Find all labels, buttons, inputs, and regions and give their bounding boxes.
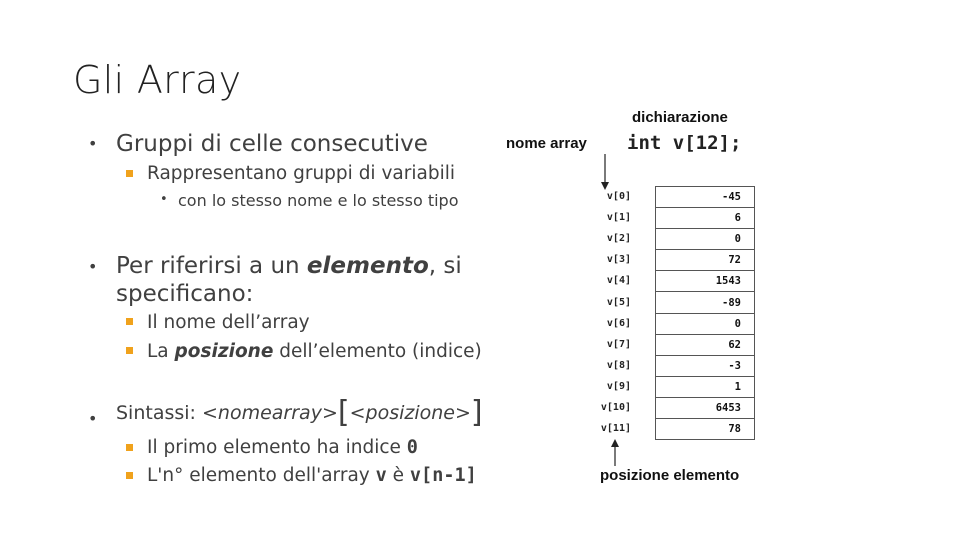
bullet-represent: Rappresentano gruppi di variabili bbox=[147, 163, 455, 184]
array-cell-value: 78 bbox=[656, 419, 755, 440]
syntax-right-bracket: ] bbox=[470, 395, 483, 430]
nth-code-vn1: v[n-1] bbox=[409, 465, 477, 486]
first-index-text: Il primo elemento ha indice bbox=[147, 437, 407, 458]
bullet-position-post: dell’elemento (indice) bbox=[273, 341, 482, 362]
syntax-left-bracket: [ bbox=[337, 395, 350, 430]
array-cell-value: 1 bbox=[656, 376, 755, 397]
array-index-label: v[10] bbox=[600, 402, 631, 413]
bullet-dot: • bbox=[88, 409, 98, 428]
array-row bbox=[656, 419, 755, 440]
array-cell-value: -89 bbox=[656, 292, 755, 313]
bullet-square bbox=[126, 444, 133, 451]
array-cell-value: 1543 bbox=[656, 271, 755, 292]
array-index-label: v[8] bbox=[606, 359, 631, 371]
bullet-dot-small: • bbox=[160, 192, 168, 207]
bullet-refer-pre: Per riferirsi a un bbox=[116, 253, 307, 279]
array-row bbox=[656, 208, 755, 229]
array-index-label: v[3] bbox=[606, 254, 631, 266]
bullet-refer-emph: elemento bbox=[306, 253, 429, 279]
array-row bbox=[656, 397, 755, 418]
bullet-refer-line2: specificano: bbox=[116, 281, 254, 307]
array-cell-value: 72 bbox=[656, 250, 755, 271]
declaration-label: dichiarazione bbox=[632, 109, 728, 126]
bullet-first-index bbox=[147, 436, 418, 460]
nth-code-v: v bbox=[375, 465, 387, 486]
bullet-dot: • bbox=[88, 134, 98, 153]
syntax-label: Sintassi: bbox=[116, 402, 202, 424]
bullet-nth-element bbox=[147, 464, 477, 488]
syntax-posizione: posizione bbox=[365, 402, 455, 424]
bullet-position-pre: La bbox=[147, 341, 175, 362]
down-arrow-icon bbox=[598, 152, 612, 192]
bullet-syntax bbox=[116, 395, 483, 430]
position-label: posizione elemento bbox=[600, 467, 740, 484]
up-arrow-icon bbox=[608, 438, 622, 468]
array-cell-value: 0 bbox=[656, 229, 755, 250]
bullet-square bbox=[126, 472, 133, 479]
syntax-nomearray: nomearray bbox=[217, 402, 322, 424]
array-cell-value: -3 bbox=[656, 355, 755, 376]
syntax-gt1: > bbox=[321, 402, 338, 424]
array-row bbox=[656, 376, 755, 397]
array-cell-value: 0 bbox=[656, 313, 755, 334]
array-index-label: v[4] bbox=[606, 275, 631, 287]
syntax-lt2: < bbox=[349, 402, 366, 424]
syntax-gt2: > bbox=[455, 402, 471, 424]
syntax-lt1: < bbox=[202, 402, 218, 424]
bullet-array-name: Il nome dell’array bbox=[147, 312, 310, 333]
array-index-label: v[11] bbox=[600, 423, 631, 435]
array-index-label: v[0] bbox=[606, 191, 631, 202]
bullet-element-position bbox=[147, 340, 482, 364]
array-row bbox=[656, 334, 755, 355]
array-row bbox=[656, 187, 755, 208]
bullet-refer-element bbox=[116, 252, 462, 308]
array-cell-value: 62 bbox=[656, 334, 755, 355]
array-cell-value: 6453 bbox=[656, 397, 755, 418]
bullet-dot: • bbox=[88, 257, 98, 276]
bullet-position-emph: posizione bbox=[174, 341, 274, 362]
array-table bbox=[655, 186, 755, 440]
array-cell-value: 6 bbox=[656, 208, 755, 229]
array-row bbox=[656, 292, 755, 313]
array-index-label: v[6] bbox=[606, 317, 631, 329]
array-cell-value: -45 bbox=[656, 187, 755, 208]
array-index-label: v[7] bbox=[606, 338, 631, 350]
bullet-square bbox=[126, 170, 133, 177]
array-index-label: v[2] bbox=[606, 233, 631, 245]
nth-text: L'n° elemento dell'array bbox=[147, 465, 376, 486]
array-row bbox=[656, 250, 755, 271]
array-row bbox=[656, 271, 755, 292]
array-index-label: v[9] bbox=[606, 380, 631, 392]
slide-title: Gli Array bbox=[73, 58, 242, 102]
array-index-label: v[1] bbox=[606, 212, 631, 224]
first-index-code: 0 bbox=[406, 437, 418, 458]
array-index-label: v[5] bbox=[606, 296, 631, 308]
nth-mid: è bbox=[386, 465, 410, 486]
bullet-square bbox=[126, 318, 133, 325]
declaration-code: int v[12]; bbox=[627, 132, 742, 154]
array-row bbox=[656, 355, 755, 376]
bullet-square bbox=[126, 347, 133, 354]
bullet-same-name-type: con lo stesso nome e lo stesso tipo bbox=[178, 191, 459, 210]
bullet-refer-post: , si bbox=[428, 253, 462, 279]
array-row bbox=[656, 313, 755, 334]
array-name-label: nome array bbox=[506, 135, 587, 152]
bullet-groups: Gruppi di celle consecutive bbox=[116, 131, 428, 157]
array-row bbox=[656, 229, 755, 250]
